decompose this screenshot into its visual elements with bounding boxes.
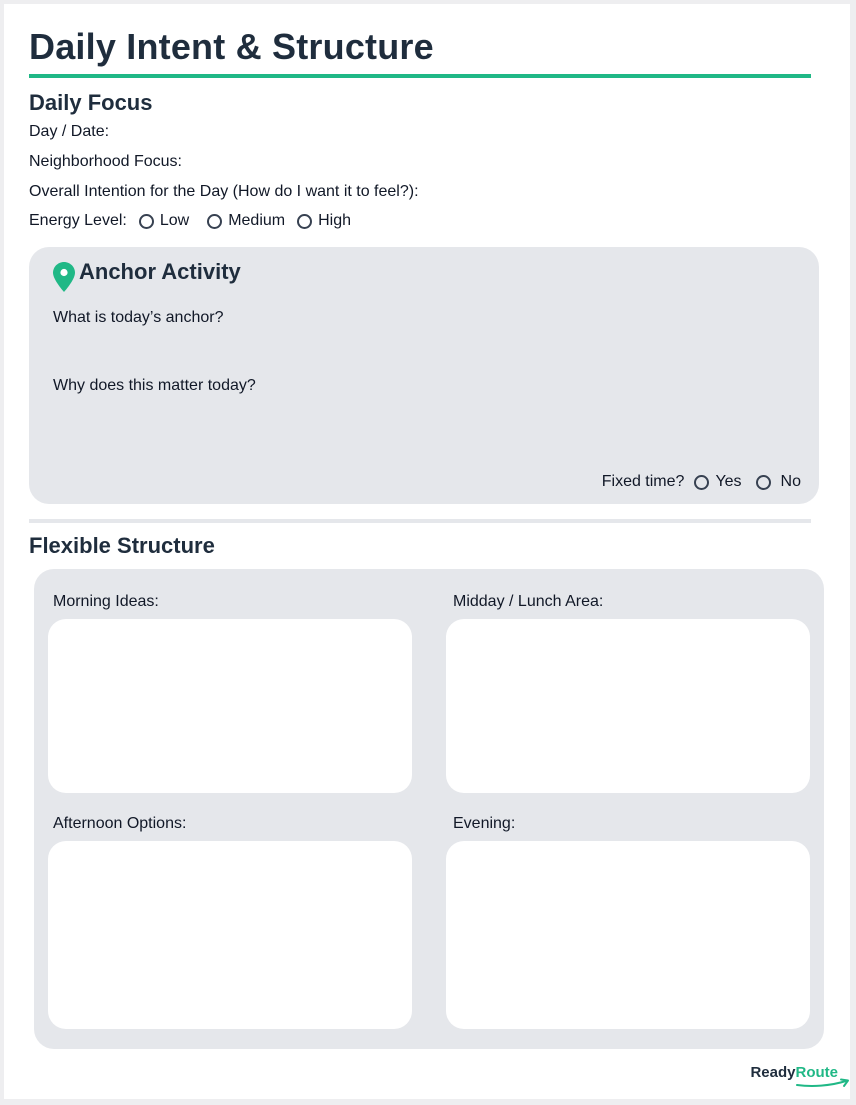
- fixed-time-label: Fixed time?: [601, 473, 685, 490]
- page-title: Daily Intent & Structure: [29, 26, 434, 67]
- day-date-label: Day / Date:: [29, 123, 110, 140]
- midday-lunch-box[interactable]: [446, 619, 810, 793]
- energy-medium-label: Medium: [228, 212, 286, 229]
- logo-text-route-label: Route: [795, 1064, 838, 1081]
- fixed-time-yes-label: Yes: [715, 473, 742, 490]
- fixed-time-row: [602, 473, 801, 491]
- title-underline: [29, 74, 811, 78]
- neighborhood-focus-label: Neighborhood Focus:: [29, 153, 182, 170]
- energy-high-label: High: [318, 212, 352, 229]
- logo-text-route: [796, 1064, 839, 1081]
- day-date-field[interactable]: [29, 123, 109, 141]
- intention-label: Overall Intention for the Day (How do I want it to feel?):: [29, 183, 419, 200]
- anchor-activity-card: [29, 247, 819, 504]
- section-divider: [29, 519, 811, 523]
- energy-level-row: [29, 212, 359, 230]
- fixed-time-no-radio[interactable]: [756, 475, 771, 490]
- anchor-question: What is today’s anchor?: [53, 309, 224, 326]
- location-pin-icon: [53, 262, 75, 292]
- logo-text-ready: Ready: [750, 1064, 796, 1081]
- afternoon-options-label: Afternoon Options:: [53, 815, 187, 832]
- anchor-why-question: Why does this matter today?: [53, 377, 256, 394]
- energy-high-radio[interactable]: [297, 214, 312, 229]
- evening-label: Evening:: [453, 815, 516, 832]
- energy-low-label: Low: [159, 212, 190, 229]
- energy-level-label: Energy Level:: [29, 212, 127, 229]
- fixed-time-no-label: No: [780, 473, 801, 490]
- energy-low-radio[interactable]: [139, 214, 154, 229]
- morning-ideas-box[interactable]: [48, 619, 412, 793]
- readyroute-logo: [750, 1064, 838, 1081]
- midday-lunch-label: Midday / Lunch Area:: [453, 593, 604, 610]
- afternoon-options-box[interactable]: [48, 841, 412, 1029]
- energy-medium-radio[interactable]: [207, 214, 222, 229]
- daily-focus-heading: Daily Focus: [29, 90, 153, 115]
- intention-field[interactable]: [29, 183, 419, 201]
- worksheet-page: [4, 4, 850, 1099]
- fixed-time-yes-radio[interactable]: [694, 475, 709, 490]
- morning-ideas-label: Morning Ideas:: [53, 593, 159, 610]
- flexible-structure-heading: Flexible Structure: [29, 533, 215, 558]
- neighborhood-focus-field[interactable]: [29, 153, 182, 171]
- logo-swoosh-icon: [796, 1078, 852, 1088]
- anchor-activity-heading: Anchor Activity: [79, 259, 241, 284]
- evening-box[interactable]: [446, 841, 810, 1029]
- flexible-structure-card: [34, 569, 824, 1049]
